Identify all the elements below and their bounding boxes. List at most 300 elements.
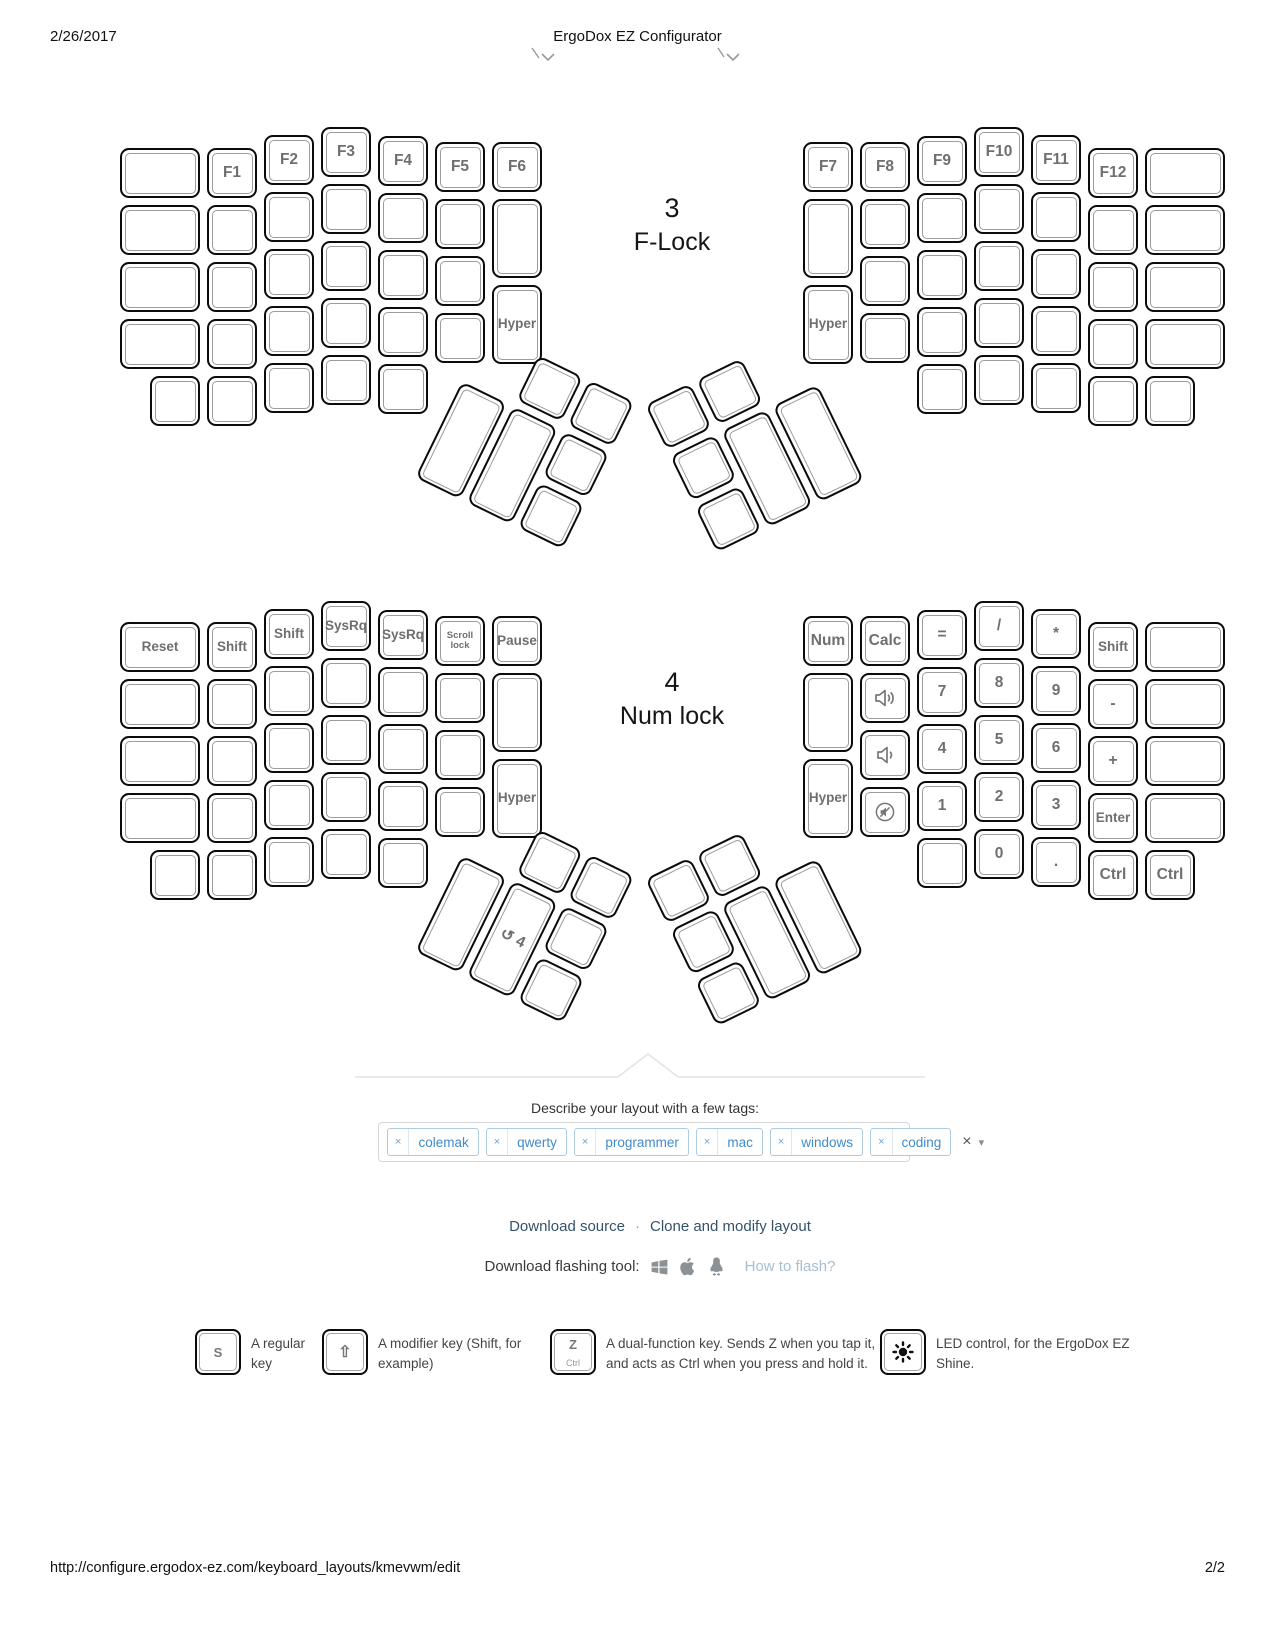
- key-blank[interactable]: [974, 355, 1024, 405]
- led-icon: [882, 1331, 924, 1373]
- key-label: Ctrl: [1099, 865, 1127, 883]
- key-f7[interactable]: [803, 142, 853, 192]
- key-label: 5: [994, 730, 1004, 748]
- volume-up-icon: [862, 675, 908, 721]
- key-blank[interactable]: [120, 793, 200, 843]
- key-blank[interactable]: [492, 673, 542, 752]
- key-pause[interactable]: [492, 616, 542, 666]
- key-label: F10: [985, 142, 1013, 160]
- key-blank[interactable]: [1088, 376, 1138, 426]
- key-label: [437, 258, 483, 304]
- key-label: [1147, 321, 1223, 367]
- key-blank[interactable]: [120, 736, 200, 786]
- key-label: [1033, 251, 1079, 297]
- key-calc[interactable]: [860, 616, 910, 666]
- key-blank[interactable]: [1145, 793, 1225, 843]
- key-blank[interactable]: [120, 319, 200, 369]
- key-label: [266, 365, 312, 411]
- key-label: [519, 358, 581, 420]
- key-6[interactable]: [1031, 723, 1081, 773]
- key-blank[interactable]: [120, 148, 200, 198]
- key-label: [1147, 681, 1223, 727]
- key-label: [1033, 365, 1079, 411]
- key-label: [1147, 624, 1223, 670]
- key-blank[interactable]: [378, 724, 428, 774]
- key-label: Hyper: [808, 790, 848, 806]
- key-label: [323, 300, 369, 346]
- key-blank[interactable]: [207, 376, 257, 426]
- download-source-link[interactable]: Download source: [509, 1218, 625, 1235]
- key-label: [1147, 150, 1223, 196]
- key-label: [380, 669, 426, 715]
- tag-chip-qwerty: [486, 1128, 567, 1156]
- cut-off-dropdown-chevron: [530, 46, 556, 66]
- key-blank[interactable]: [1031, 192, 1081, 242]
- key-f6[interactable]: [492, 142, 542, 192]
- key-blank[interactable]: [378, 838, 428, 888]
- key-blank[interactable]: [435, 199, 485, 249]
- tags-dropdown-icon[interactable]: ▾: [978, 1136, 985, 1149]
- key-label: Shift: [1098, 638, 1128, 654]
- key-blank[interactable]: [435, 730, 485, 780]
- tag-chip-mac: [696, 1128, 763, 1156]
- key-shift[interactable]: [1088, 622, 1138, 672]
- key-label: [209, 264, 255, 310]
- key-3[interactable]: [1031, 780, 1081, 830]
- key-label: 3: [1051, 795, 1061, 813]
- layer-number: 3: [664, 193, 680, 223]
- layer-label: [522, 193, 822, 257]
- key-label: [266, 725, 312, 771]
- key-label: [323, 660, 369, 706]
- key-ctrl[interactable]: [1145, 850, 1195, 900]
- key-label: [209, 795, 255, 841]
- key-shift[interactable]: [264, 609, 314, 659]
- key-label: [1147, 795, 1223, 841]
- key-label: [1033, 308, 1079, 354]
- key-f11[interactable]: [1031, 135, 1081, 185]
- key-label: [648, 860, 710, 922]
- key-blank[interactable]: [435, 256, 485, 306]
- key-blank[interactable]: [264, 306, 314, 356]
- key-label: F1: [222, 163, 242, 181]
- key-label: [862, 315, 908, 361]
- key-label: [209, 681, 255, 727]
- key-volume-mute[interactable]: [860, 787, 910, 837]
- key-blank[interactable]: [1145, 262, 1225, 312]
- key-label: F11: [1043, 150, 1069, 168]
- key-enter[interactable]: [1088, 793, 1138, 843]
- key--[interactable]: [1088, 679, 1138, 729]
- tag-label: qwerty: [517, 1134, 557, 1150]
- key-label: [919, 252, 965, 298]
- key-label: 8: [994, 673, 1004, 691]
- key-blank[interactable]: [1145, 376, 1195, 426]
- key-blank[interactable]: [917, 193, 967, 243]
- key-blank[interactable]: [860, 256, 910, 306]
- key-blank[interactable]: [321, 658, 371, 708]
- volume-down-icon: [862, 732, 908, 778]
- shift-arrow-icon: ⇧: [338, 1344, 352, 1361]
- right-thumb-cluster: [645, 807, 864, 1026]
- key-label: [1147, 378, 1193, 424]
- key-blank[interactable]: [917, 250, 967, 300]
- key-label: [976, 186, 1022, 232]
- tag-label: windows: [801, 1134, 854, 1150]
- link-separator: ·: [634, 1218, 640, 1235]
- key-label: [919, 366, 965, 412]
- layout-links: [360, 1218, 960, 1235]
- key-label: [122, 738, 198, 784]
- key-label: [380, 840, 426, 886]
- key-label: Shift: [274, 625, 304, 641]
- key-blank[interactable]: [207, 319, 257, 369]
- key-8[interactable]: [974, 658, 1024, 708]
- key-label: 9: [1051, 681, 1061, 699]
- key-label: [919, 195, 965, 241]
- key-blank[interactable]: [917, 838, 967, 888]
- key-ctrl[interactable]: [1088, 850, 1138, 900]
- key--[interactable]: [1031, 609, 1081, 659]
- key-blank[interactable]: [518, 956, 585, 1023]
- key-label: [209, 378, 255, 424]
- key-blank[interactable]: [974, 298, 1024, 348]
- key-blank[interactable]: [860, 313, 910, 363]
- key-label: [494, 675, 540, 750]
- key-blank[interactable]: [1031, 306, 1081, 356]
- key-label: [437, 732, 483, 778]
- key-label: [976, 300, 1022, 346]
- key-volume-down[interactable]: [860, 730, 910, 780]
- key-blank[interactable]: [207, 262, 257, 312]
- key-blank[interactable]: [321, 829, 371, 879]
- key-blank[interactable]: [803, 673, 853, 752]
- key-f2[interactable]: [264, 135, 314, 185]
- key-label: [673, 437, 735, 499]
- key-label: [266, 668, 312, 714]
- key-label: [570, 857, 632, 919]
- key-blank[interactable]: [917, 307, 967, 357]
- clear-tags-icon[interactable]: ×: [962, 1133, 972, 1150]
- key-blank[interactable]: [321, 355, 371, 405]
- key-label: [122, 321, 198, 367]
- key-9[interactable]: [1031, 666, 1081, 716]
- how-to-flash-link[interactable]: How to flash?: [744, 1258, 836, 1275]
- key-label: [209, 321, 255, 367]
- remove-tag-icon[interactable]: ×: [697, 1129, 718, 1155]
- layer-label: [522, 667, 822, 731]
- key-sysrq[interactable]: [321, 601, 371, 651]
- key-label: [805, 201, 851, 276]
- tags-input[interactable]: [378, 1122, 985, 1162]
- key-label: [919, 840, 965, 886]
- key-label: [323, 717, 369, 763]
- key-label: [494, 201, 540, 276]
- key-blank[interactable]: [321, 298, 371, 348]
- layer-name: Num lock: [619, 702, 725, 730]
- key-shift[interactable]: [207, 622, 257, 672]
- key-hyper[interactable]: [803, 759, 853, 838]
- remove-tag-icon[interactable]: ×: [771, 1129, 792, 1155]
- key-label: F7: [818, 157, 838, 175]
- key-label: Enter: [1095, 809, 1131, 825]
- key-blank[interactable]: [1145, 319, 1225, 369]
- key-label: /: [996, 616, 1002, 634]
- key-label: [673, 911, 735, 973]
- key-label: [862, 201, 908, 247]
- key-label: [266, 839, 312, 885]
- key-label: [323, 186, 369, 232]
- key-blank[interactable]: [207, 793, 257, 843]
- key-blank[interactable]: [1145, 622, 1225, 672]
- key-label: [122, 207, 198, 253]
- key-2[interactable]: [974, 772, 1024, 822]
- key-blank[interactable]: [492, 199, 542, 278]
- legend-key-led: [880, 1329, 926, 1375]
- legend-dual-desc: A dual-function key. Sends Z when you tap it, and acts as Ctrl when you press and hold it.: [606, 1336, 876, 1371]
- key-blank[interactable]: [1088, 205, 1138, 255]
- key-blank[interactable]: [378, 193, 428, 243]
- key-label: [152, 852, 198, 898]
- key-blank[interactable]: [378, 364, 428, 414]
- key-label: [122, 681, 198, 727]
- key-label: F9: [932, 151, 952, 169]
- key-blank[interactable]: [518, 482, 585, 549]
- key-blank[interactable]: [378, 307, 428, 357]
- key-label: [266, 194, 312, 240]
- key-1[interactable]: [917, 781, 967, 831]
- key-label: [380, 726, 426, 772]
- key-label: .: [1053, 852, 1059, 870]
- layer-name: F-Lock: [633, 228, 711, 256]
- key-blank[interactable]: [378, 781, 428, 831]
- key-blank[interactable]: [435, 673, 485, 723]
- remove-tag-icon[interactable]: ×: [575, 1129, 596, 1155]
- key-label: [1147, 264, 1223, 310]
- key-f12[interactable]: [1088, 148, 1138, 198]
- key-label: 1: [937, 796, 947, 814]
- print-footer-url: http://configure.ergodox-ez.com/keyboard_layouts/kmevwm/edit: [50, 1560, 461, 1576]
- key-blank[interactable]: [264, 780, 314, 830]
- key-blank[interactable]: [264, 723, 314, 773]
- page-title: ErgoDox EZ Configurator: [553, 28, 722, 45]
- key-blank[interactable]: [150, 376, 200, 426]
- key-scroll-lock[interactable]: [435, 616, 485, 666]
- key-blank[interactable]: [974, 241, 1024, 291]
- key-label: [209, 738, 255, 784]
- key-blank[interactable]: [1145, 679, 1225, 729]
- key-label: [152, 378, 198, 424]
- key-hyper[interactable]: [803, 285, 853, 364]
- key-blank[interactable]: [150, 850, 200, 900]
- key-label: [380, 783, 426, 829]
- legend-led-desc: LED control, for the ErgoDox EZ Shine.: [936, 1336, 1130, 1371]
- key--[interactable]: [1031, 837, 1081, 887]
- legend-dual-function-key: [550, 1329, 876, 1375]
- key-label: [266, 251, 312, 297]
- key-blank[interactable]: [378, 250, 428, 300]
- legend-regular-desc: A regular key: [251, 1336, 306, 1371]
- key-label: [1147, 738, 1223, 784]
- key-blank[interactable]: [1145, 736, 1225, 786]
- key-label: [698, 962, 760, 1024]
- windows-icon[interactable]: [649, 1257, 670, 1277]
- key-5[interactable]: [974, 715, 1024, 765]
- key-blank[interactable]: [1145, 148, 1225, 198]
- key-label: Scroll lock: [446, 629, 474, 651]
- key-f3[interactable]: [321, 127, 371, 177]
- key-blank[interactable]: [207, 736, 257, 786]
- key-f5[interactable]: [435, 142, 485, 192]
- key-blank[interactable]: [264, 666, 314, 716]
- key-label: ↺ 4: [497, 925, 528, 953]
- tag-chip-coding: [870, 1128, 951, 1156]
- flashing-tool-row: [360, 1256, 960, 1277]
- key-label: F12: [1099, 163, 1127, 181]
- key-label: [976, 243, 1022, 289]
- remove-tag-icon[interactable]: ×: [871, 1129, 892, 1155]
- remove-tag-icon[interactable]: ×: [487, 1129, 508, 1155]
- key-label: [919, 309, 965, 355]
- key-blank[interactable]: [803, 199, 853, 278]
- key-label: [519, 832, 581, 894]
- key-volume-up[interactable]: [860, 673, 910, 723]
- key-blank[interactable]: [264, 192, 314, 242]
- key-label: -: [1110, 694, 1116, 712]
- linux-icon[interactable]: [707, 1256, 726, 1277]
- key-blank[interactable]: [120, 262, 200, 312]
- key-sysrq[interactable]: [378, 610, 428, 660]
- key-blank[interactable]: [321, 772, 371, 822]
- key-blank[interactable]: [1031, 249, 1081, 299]
- tag-chip-programmer: [574, 1128, 689, 1156]
- tag-chip-colemak: [387, 1128, 479, 1156]
- key-blank[interactable]: [120, 679, 200, 729]
- key-label: [266, 782, 312, 828]
- key-blank[interactable]: [321, 715, 371, 765]
- key-label: [520, 485, 582, 547]
- key-label: [380, 195, 426, 241]
- key-label: [209, 852, 255, 898]
- key--[interactable]: [1088, 736, 1138, 786]
- key-label: Hyper: [497, 790, 537, 806]
- key-blank[interactable]: [120, 205, 200, 255]
- key-blank[interactable]: [207, 679, 257, 729]
- key-blank[interactable]: [378, 667, 428, 717]
- key-0[interactable]: [974, 829, 1024, 879]
- key-label: SysRq: [381, 626, 425, 642]
- key-label: F2: [279, 150, 299, 168]
- key-blank[interactable]: [207, 850, 257, 900]
- key-label: F6: [507, 157, 527, 175]
- key-label: [1090, 378, 1136, 424]
- key-label: [380, 309, 426, 355]
- key-label: [437, 675, 483, 721]
- tag-label: programmer: [605, 1134, 679, 1150]
- layer-number: 4: [664, 667, 680, 697]
- flash-tool-label: Download flashing tool:: [484, 1258, 640, 1275]
- key-label: [209, 207, 255, 253]
- key-label: [699, 835, 761, 897]
- key-label: [520, 959, 582, 1021]
- key-label: [323, 774, 369, 820]
- tag-chip-windows: [770, 1128, 863, 1156]
- legend-key-shift: [322, 1329, 368, 1375]
- key-label: Reset: [141, 638, 179, 654]
- key-blank[interactable]: [1145, 205, 1225, 255]
- key-label: [1033, 194, 1079, 240]
- key-label: Calc: [868, 631, 902, 649]
- key-label: [323, 831, 369, 877]
- key-f9[interactable]: [917, 136, 967, 186]
- key-f4[interactable]: [378, 136, 428, 186]
- key-label: F5: [450, 157, 470, 175]
- legend-modifier-desc: A modifier key (Shift, for example): [378, 1336, 522, 1371]
- key-blank[interactable]: [1088, 262, 1138, 312]
- apple-icon[interactable]: [679, 1256, 698, 1277]
- key-label: [699, 361, 761, 423]
- key-label: [648, 386, 710, 448]
- remove-tag-icon[interactable]: ×: [388, 1129, 409, 1155]
- key-f8[interactable]: [860, 142, 910, 192]
- key-label: 4: [937, 739, 947, 757]
- key-f1[interactable]: [207, 148, 257, 198]
- right-thumb-cluster: [645, 333, 864, 552]
- key-blank[interactable]: [321, 241, 371, 291]
- clone-layout-link[interactable]: Clone and modify layout: [649, 1218, 811, 1235]
- key-label: Num: [810, 631, 846, 649]
- key--[interactable]: [974, 601, 1024, 651]
- key-blank[interactable]: [264, 837, 314, 887]
- key-blank[interactable]: [264, 363, 314, 413]
- key-reset[interactable]: [120, 622, 200, 672]
- key-blank[interactable]: [1088, 319, 1138, 369]
- key-label: 2: [994, 787, 1004, 805]
- key-label: 6: [1051, 738, 1061, 756]
- key-f10[interactable]: [974, 127, 1024, 177]
- key-label: [1147, 207, 1223, 253]
- key-blank[interactable]: [207, 205, 257, 255]
- key-4[interactable]: [917, 724, 967, 774]
- key-num[interactable]: [803, 616, 853, 666]
- key-blank[interactable]: [264, 249, 314, 299]
- legend-regular-key: [195, 1329, 306, 1375]
- key-blank[interactable]: [974, 184, 1024, 234]
- tags-prompt: Describe your layout with a few tags:: [531, 1100, 759, 1116]
- key-blank[interactable]: [860, 199, 910, 249]
- key-label: 7: [937, 682, 947, 700]
- key-blank[interactable]: [917, 364, 967, 414]
- key-label: Hyper: [808, 316, 848, 332]
- key-label: Hyper: [497, 316, 537, 332]
- key-blank[interactable]: [321, 184, 371, 234]
- key-label: *: [1052, 624, 1060, 642]
- key-label: [570, 383, 632, 445]
- key--[interactable]: [917, 610, 967, 660]
- key-label: Shift: [217, 638, 247, 654]
- key-7[interactable]: [917, 667, 967, 717]
- key-label: F3: [336, 142, 356, 160]
- key-blank[interactable]: [1031, 363, 1081, 413]
- key-label: F4: [393, 151, 413, 169]
- key-label: Ctrl: [1156, 865, 1184, 883]
- key-label: [976, 357, 1022, 403]
- key-label: SysRq: [324, 617, 368, 633]
- key-label: Pause: [497, 632, 537, 648]
- section-divider: [350, 1048, 930, 1082]
- key-label: [122, 795, 198, 841]
- key-label: [1090, 207, 1136, 253]
